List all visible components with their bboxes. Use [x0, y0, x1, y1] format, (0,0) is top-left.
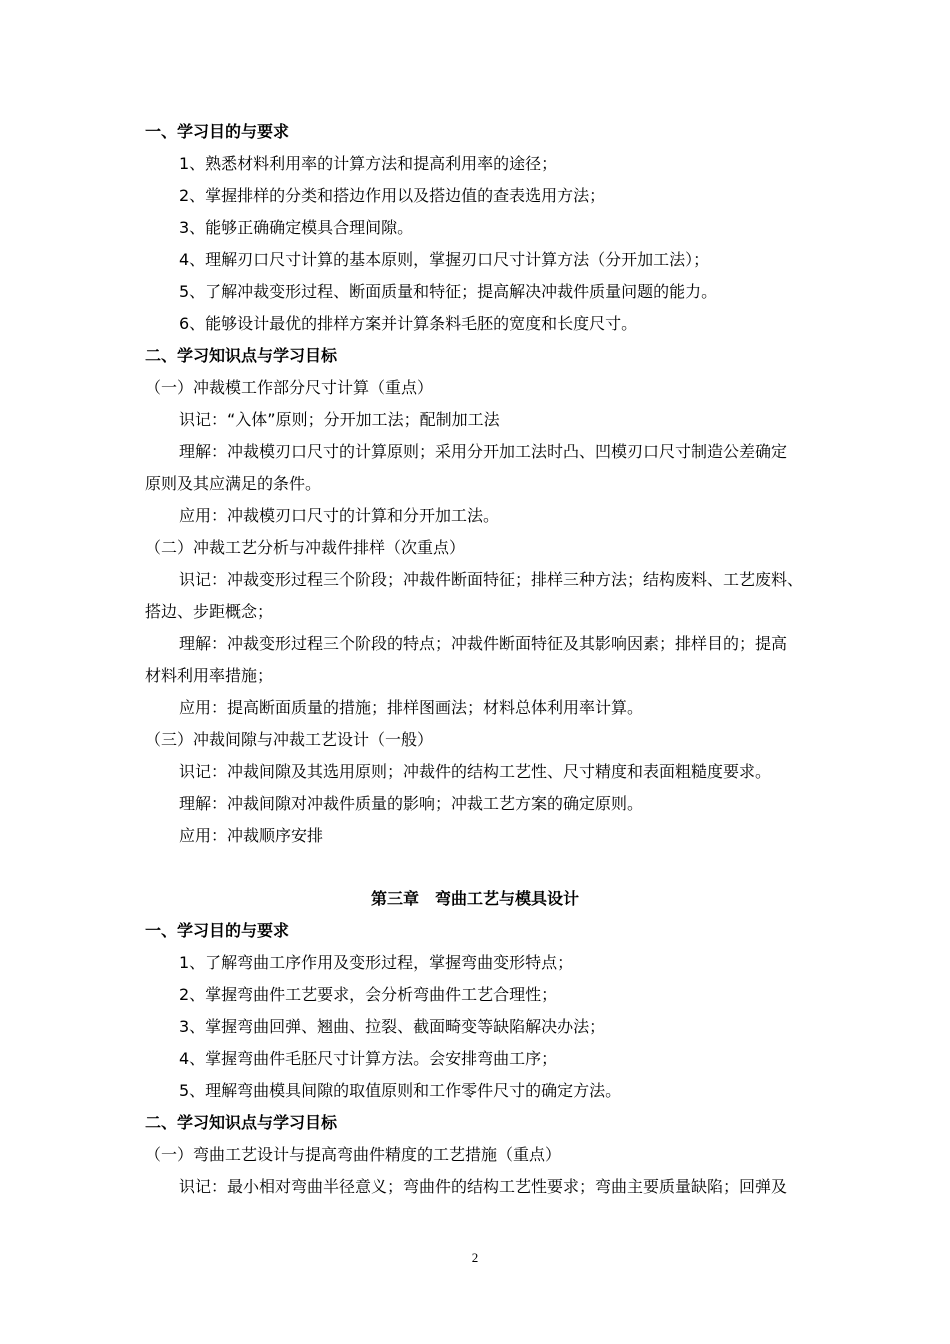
topic-title-2: （二）冲裁工艺分析与冲裁件排样（次重点）: [145, 538, 466, 557]
page-number: 2: [471, 1250, 479, 1265]
goal-item-6: 6、能够设计最优的排样方案并计算条料毛胚的宽度和长度尺寸。: [179, 314, 638, 333]
topic-1-understand: 理解：冲裁模刃口尺寸的计算原则；采用分开加工法时凸、凹模刃口尺寸制造公差确定: [179, 442, 788, 461]
topic-2-understand: 理解：冲裁变形过程三个阶段的特点；冲裁件断面特征及其影响因素；排样目的；提高: [179, 634, 788, 653]
chapter-topic-1-recall: 识记：最小相对弯曲半径意义；弯曲件的结构工艺性要求；弯曲主要质量缺陷；回弹及: [179, 1177, 788, 1196]
topic-2-recall-cont: 搭边、步距概念；: [145, 602, 274, 621]
topic-1-understand-cont: 原则及其应满足的条件。: [145, 474, 322, 493]
topic-2-apply: 应用：提高断面质量的措施；排样图画法；材料总体利用率计算。: [179, 698, 644, 717]
goal-item-3: 3、能够正确确定模具合理间隙。: [179, 218, 414, 237]
chapter-title: 第三章 弯曲工艺与模具设计: [370, 889, 579, 908]
chapter-goal-item-5: 5、理解弯曲模具间隙的取值原则和工作零件尺寸的确定方法。: [179, 1081, 622, 1100]
chapter-goal-item-2: 2、掌握弯曲件工艺要求，会分析弯曲件工艺合理性；: [179, 985, 558, 1004]
topic-title-3: （三）冲裁间隙与冲裁工艺设计（一般）: [145, 730, 434, 749]
chapter-goal-item-1: 1、了解弯曲工序作用及变形过程，掌握弯曲变形特点；: [179, 953, 574, 972]
goal-item-5: 5、了解冲裁变形过程、断面质量和特征；提高解决冲裁件质量问题的能力。: [179, 282, 718, 301]
topic-3-recall: 识记：冲裁间隙及其选用原则；冲裁件的结构工艺性、尺寸精度和表面粗糙度要求。: [179, 762, 772, 781]
topic-1-apply: 应用：冲裁模刃口尺寸的计算和分开加工法。: [179, 506, 500, 525]
chapter-section-heading-knowledge: 二、学习知识点与学习目标: [145, 1113, 338, 1132]
goal-item-1: 1、熟悉材料利用率的计算方法和提高利用率的途径；: [179, 154, 558, 173]
topic-3-understand: 理解：冲裁间隙对冲裁件质量的影响；冲裁工艺方案的确定原则。: [179, 794, 644, 813]
section-heading-goals: 一、学习目的与要求: [145, 122, 290, 141]
topic-1-recall: 识记：“入体”原则；分开加工法；配制加工法: [179, 410, 500, 429]
goal-item-4: 4、理解刃口尺寸计算的基本原则，掌握刃口尺寸计算方法（分开加工法）；: [179, 250, 710, 269]
topic-3-apply: 应用：冲裁顺序安排: [179, 826, 324, 845]
goal-item-2: 2、掌握排样的分类和搭边作用以及搭边值的查表选用方法；: [179, 186, 606, 205]
topic-title-1: （一）冲裁模工作部分尺寸计算（重点）: [145, 378, 434, 397]
chapter-section-heading-goals: 一、学习目的与要求: [145, 921, 290, 940]
chapter-topic-title-1: （一）弯曲工艺设计与提高弯曲件精度的工艺措施（重点）: [145, 1145, 562, 1164]
chapter-goal-item-4: 4、掌握弯曲件毛胚尺寸计算方法。会安排弯曲工序；: [179, 1049, 558, 1068]
section-heading-knowledge: 二、学习知识点与学习目标: [145, 346, 338, 365]
topic-2-understand-cont: 材料利用率措施；: [145, 666, 274, 685]
chapter-goal-item-3: 3、掌握弯曲回弹、翘曲、拉裂、截面畸变等缺陷解决办法；: [179, 1017, 606, 1036]
topic-2-recall: 识记：冲裁变形过程三个阶段；冲裁件断面特征；排样三种方法；结构废料、工艺废料、: [179, 570, 804, 589]
